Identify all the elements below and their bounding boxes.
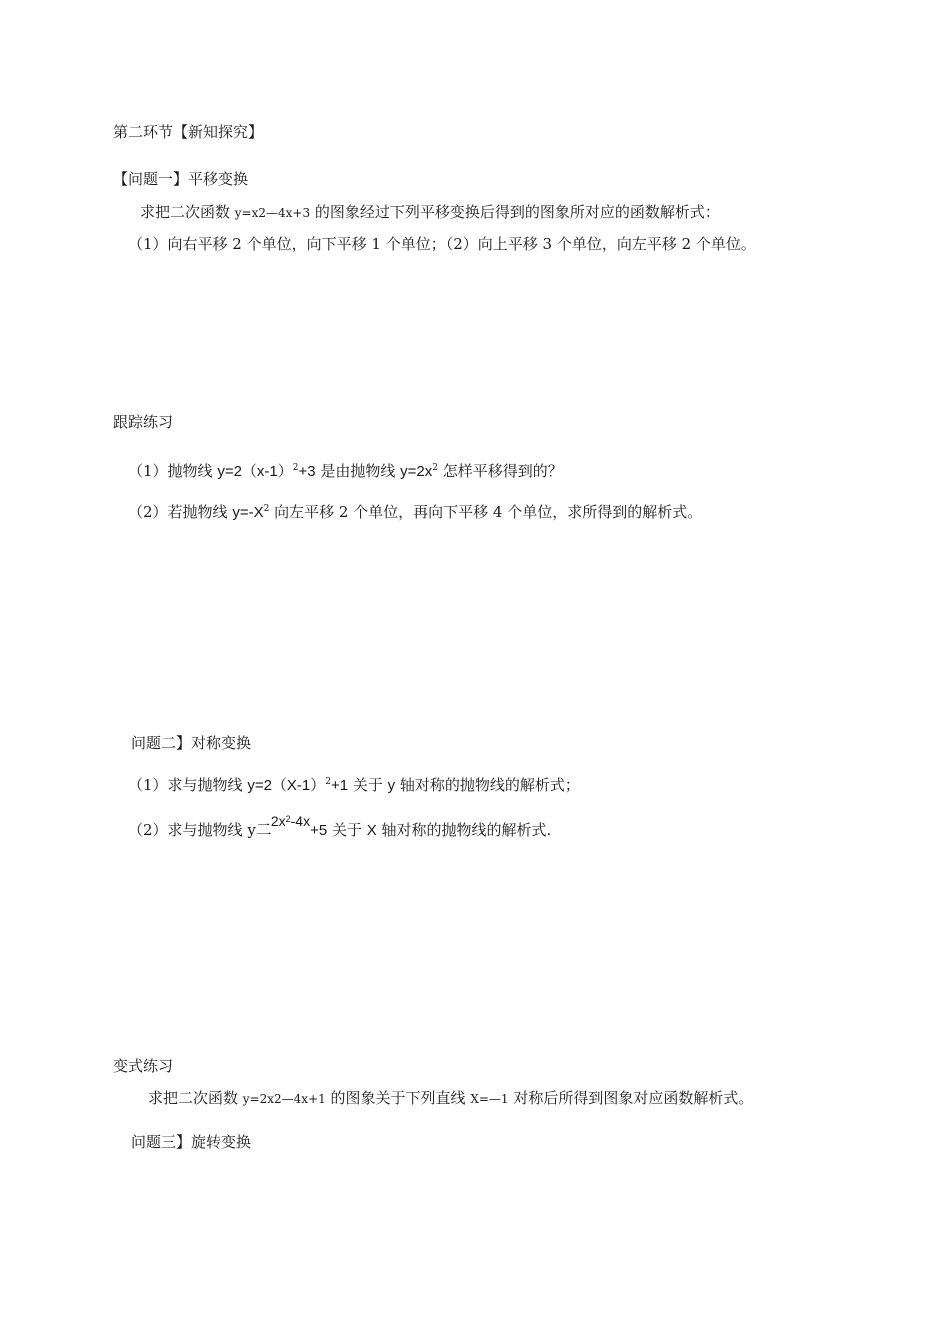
problem-2-heading: 问题二】对称变换: [131, 734, 252, 752]
problem-1-items: （1）向右平移 2 个单位，向下平移 1 个单位；（2）向上平移 3 个单位，向左平移 2 个单位。: [128, 235, 756, 253]
formula: y=-X: [232, 504, 264, 521]
practice-1-item-2: （2）若抛物线 $y=-X^2$ 向左平移 2 个单位，再向下平移 4 个单位，求所得到的解析式。: [128, 503, 703, 521]
problem-1-heading: 【问题一】平移变换: [113, 170, 249, 188]
practice-1-heading: 跟踪练习: [113, 413, 174, 431]
intro-function: y=x2—4x+3: [234, 206, 311, 220]
intro-text-a: 求把二次函数: [140, 203, 235, 221]
problem-2-item-1: （1）求与抛物线 $y=2(X-1)^2+1$ 关于 y 轴对称的抛物线的解析式；: [128, 776, 580, 794]
formula-numerator: $2x^2-4x$: [270, 813, 311, 829]
practice-1-item-1: （1）抛物线 $y=2(x-1)^2+3$ 是由抛物线 $y=2x^2$ 怎样平移得到的？: [128, 462, 563, 480]
formula: y=2（x-1）: [217, 463, 293, 480]
variant-line: X=—1: [470, 1092, 509, 1106]
variant-heading: 变式练习: [113, 1057, 174, 1075]
variant-text: 求把二次函数 y=2x2—4x+1 的图象关于下列直线 X=—1 对称后所得到图象对应函数解析式。: [148, 1089, 754, 1107]
intro-text-b: 的图象经过下列平移变换后得到的图象所对应的函数解析式：: [310, 203, 720, 221]
section-title: 第二环节【新知探究】: [113, 123, 264, 141]
variant-function: y=2x2—4x+1: [242, 1092, 326, 1106]
problem-1-intro: [140, 202, 720, 223]
problem-2-item-2: （2）求与抛物线 y二$2x^2-4x+5$ 关于 X 轴对称的抛物线的解析式.: [128, 813, 552, 839]
problem-3-heading: 问题三】旋转变换: [131, 1133, 252, 1151]
formula: y=2x: [400, 463, 433, 480]
formula: y=2（X-1）: [247, 777, 326, 794]
